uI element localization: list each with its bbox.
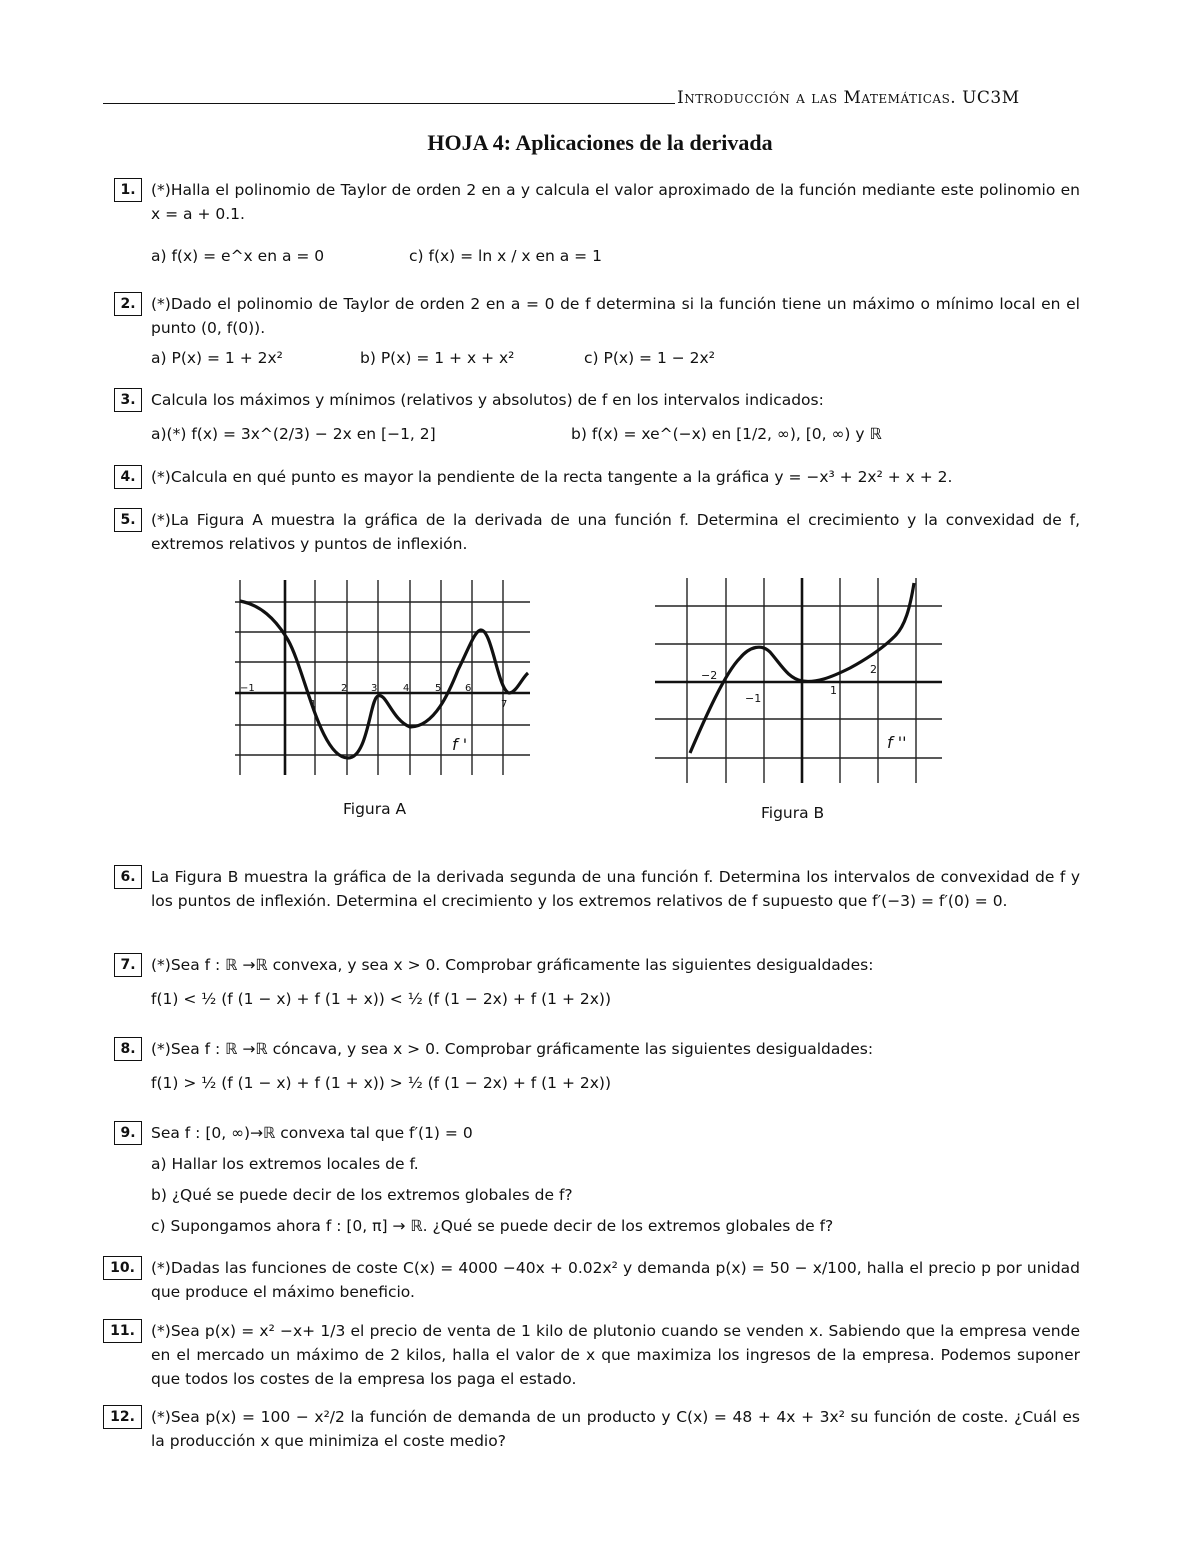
- problem-5: [114, 508, 1080, 558]
- problem-1: [114, 178, 1080, 268]
- problem-3: [114, 388, 1080, 448]
- tick-label: 4: [403, 683, 410, 694]
- problem-number: 11.: [103, 1319, 142, 1343]
- problem-number: 1.: [114, 178, 142, 202]
- figure-b-caption: Figura B: [761, 804, 825, 822]
- tick-label: 3: [371, 683, 378, 694]
- tick-label: −2: [701, 669, 718, 682]
- problem-6: [114, 865, 1080, 937]
- problem-text: (*)Calcula en qué punto es mayor la pendiente de la recta tangente a la gráfica y = −x³ + 2x² + x + 2.: [151, 468, 953, 486]
- problem-text: (*)Dadas las funciones de coste C(x) = 4000 −40x + 0.02x² y demanda p(x) = 50 − x/100, halla el precio p por unidad que produce el máximo beneficio.: [151, 1259, 1080, 1301]
- figure-a-curve-label: f ': [452, 735, 468, 754]
- tick-label: 7: [501, 699, 508, 710]
- figure-a-grid: [235, 580, 530, 775]
- problem-formula: f(1) < ½ (f (1 − x) + f (1 + x)) < ½ (f (1 − 2x) + f (1 + 2x)): [151, 990, 612, 1008]
- figure-a: [230, 580, 540, 780]
- figure-b-curve-label: f '': [887, 733, 907, 752]
- problem-number: 2.: [114, 292, 142, 316]
- figure-a-curve: [240, 601, 528, 758]
- problem-item: a)(*) f(x) = 3x^(2/3) − 2x en [−1, 2]: [151, 425, 436, 443]
- problem-text: (*)Sea f : ℝ →ℝ cóncava, y sea x > 0. Comprobar gráficamente las siguientes desigualdades:: [151, 1040, 874, 1058]
- problem-text: (*)Sea f : ℝ →ℝ convexa, y sea x > 0. Comprobar gráficamente las siguientes desigualdades:: [151, 956, 874, 974]
- problem-item: c) P(x) = 1 − 2x²: [584, 349, 715, 367]
- problem-number: 7.: [114, 953, 142, 977]
- problem-4: [114, 465, 1080, 491]
- problem-number: 4.: [114, 465, 142, 489]
- tick-label: −1: [745, 692, 762, 705]
- problem-item: a) f(x) = e^x en a = 0: [151, 247, 325, 265]
- problem-text: Sea f : [0, ∞)→ℝ convexa tal que f′(1) = 0: [151, 1124, 473, 1142]
- problem-text: (*)Sea p(x) = x² −x+ 1/3 el precio de venta de 1 kilo de plutonio cuando se venden x. Sabiendo que la empresa vende en el mercado un máximo de 2 kilos, halla el valor de x que maximiza los ingresos de la empresa. Podemos suponer que todos los costes de la empresa los paga el estado.: [151, 1322, 1080, 1388]
- problem-number: 5.: [114, 508, 142, 532]
- problem-item: c) f(x) = ln x / x en a = 1: [409, 247, 602, 265]
- problem-item: b) P(x) = 1 + x + x²: [360, 349, 515, 367]
- problem-number: 8.: [114, 1037, 142, 1061]
- problem-12: [110, 1405, 1080, 1455]
- problem-8: [114, 1037, 1080, 1101]
- problem-text: (*)Halla el polinomio de Taylor de orden 2 en a y calcula el valor aproximado de la función mediante este polinomio en x = a + 0.1.: [151, 181, 1080, 223]
- tick-label: 2: [341, 683, 348, 694]
- problem-number: 9.: [114, 1121, 142, 1145]
- tick-label: 5: [435, 683, 442, 694]
- tick-label: 1: [310, 699, 317, 710]
- problem-formula: f(1) > ½ (f (1 − x) + f (1 + x)) > ½ (f (1 − 2x) + f (1 + 2x)): [151, 1074, 612, 1092]
- figure-a-caption: Figura A: [343, 800, 407, 818]
- tick-label: 2: [870, 663, 877, 676]
- problem-7: [114, 953, 1080, 1017]
- problem-item: a) Hallar los extremos locales de f.: [151, 1155, 419, 1173]
- tick-label: 6: [465, 683, 472, 694]
- tick-label: −1: [240, 683, 255, 694]
- page-title: HOJA 4: Aplicaciones de la derivada: [427, 130, 773, 155]
- problem-item: c) Supongamos ahora f : [0, π] → ℝ. ¿Qué se puede decir de los extremos globales de f?: [151, 1217, 834, 1235]
- problem-number: 10.: [103, 1256, 142, 1280]
- problem-number: 12.: [103, 1405, 142, 1429]
- tick-label: 1: [830, 684, 837, 697]
- problem-text: La Figura B muestra la gráfica de la derivada segunda de una función f. Determina los intervalos de convexidad de f y los puntos de inflexión. Determina el crecimiento y los extremos relativos de f supuesto que f′(−3) = f′(0) = 0.: [151, 868, 1080, 910]
- problem-10: [110, 1256, 1080, 1306]
- header-rule: [103, 103, 675, 104]
- figure-b: [650, 578, 950, 788]
- problem-item: b) ¿Qué se puede decir de los extremos globales de f?: [151, 1186, 573, 1204]
- problem-text: (*)La Figura A muestra la gráfica de la derivada de una función f. Determina el crecimiento y la convexidad de f, extremos relativos y puntos de inflexión.: [151, 511, 1080, 553]
- course-header: Introducción a las Matemáticas. UC3M: [677, 88, 1020, 108]
- problem-number: 3.: [114, 388, 142, 412]
- problem-text: (*)Dado el polinomio de Taylor de orden 2 en a = 0 de f determina si la función tiene un máximo o mínimo local en el punto (0, f(0)).: [151, 295, 1080, 337]
- problem-item: a) P(x) = 1 + 2x²: [151, 349, 283, 367]
- problem-text: (*)Sea p(x) = 100 − x²/2 la función de demanda de un producto y C(x) = 48 + 4x + 3x² su función de coste. ¿Cuál es la producción x que minimiza el coste medio?: [151, 1408, 1080, 1450]
- problem-item: b) f(x) = xe^(−x) en [1/2, ∞), [0, ∞) y ℝ: [571, 425, 882, 443]
- problem-number: 6.: [114, 865, 142, 889]
- problem-text: Calcula los máximos y mínimos (relativos y absolutos) de f en los intervalos indicados:: [151, 391, 824, 409]
- problem-11: [110, 1319, 1080, 1393]
- problem-9: [114, 1121, 1080, 1241]
- problem-2: [114, 292, 1080, 372]
